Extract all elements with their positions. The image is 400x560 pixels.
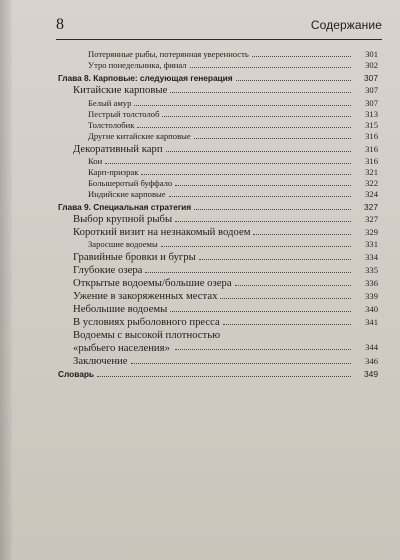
toc-section-entry [73, 316, 378, 328]
toc-section-title: Открытые водоемы/большие озера [73, 277, 232, 289]
toc-entry-title: Утро понедельника, финал [88, 60, 187, 70]
toc-section-title: Декоративный карп [73, 143, 163, 155]
dot-leader [145, 272, 351, 273]
toc-subsection-entry [88, 178, 378, 188]
page-header [56, 15, 382, 40]
toc-chapter-page: 307 [364, 73, 378, 83]
dot-leader [169, 196, 351, 197]
toc-section-page: 327 [365, 214, 378, 224]
toc-section-page: 334 [365, 252, 378, 262]
toc-section-title: Китайские карповые [73, 84, 168, 96]
dot-leader [131, 363, 351, 364]
toc-section-leader-row [174, 342, 378, 352]
toc-section-title: Водоемы с высокой плотностью [73, 329, 221, 341]
toc-section-entry [73, 290, 378, 302]
toc-subsection-page: 324 [365, 189, 378, 199]
toc-entry-page: 301 [365, 49, 378, 59]
toc-subsection-entry [88, 131, 378, 141]
toc-chapter-title: Словарь [58, 369, 94, 379]
toc-section-entry [73, 277, 378, 289]
toc-subsection-title: Толстолобик [88, 120, 135, 130]
dot-leader [199, 259, 351, 260]
dot-leader [134, 105, 351, 106]
toc-section-page: 335 [365, 265, 378, 275]
dot-leader [194, 209, 351, 210]
dot-leader [141, 174, 351, 175]
toc-subsection-page: 307 [365, 98, 378, 108]
dot-leader [170, 92, 351, 93]
toc-subsection-page: 322 [365, 178, 378, 188]
dot-leader [105, 163, 351, 164]
toc-subsection-entry [88, 109, 378, 119]
toc-section-entry [73, 143, 378, 155]
toc-entry-page: 302 [365, 60, 378, 70]
toc-subsection-title: Большеротый буффало [88, 178, 173, 188]
toc-section-title: Короткий визит на незнакомый водоем [73, 226, 251, 238]
toc-section-title: Небольшие водоемы [73, 303, 168, 315]
toc-section-title: Заключение [73, 355, 128, 367]
toc-entry [88, 49, 378, 59]
dot-leader [236, 80, 351, 81]
toc-section-entry [73, 251, 378, 263]
toc-section-page: 336 [365, 278, 378, 288]
toc-chapter-page: 327 [364, 202, 378, 212]
dot-leader [170, 311, 351, 312]
toc-chapter-entry [58, 202, 378, 213]
dot-leader [220, 298, 351, 299]
toc-entry [88, 60, 378, 70]
toc-section-entry [73, 329, 378, 341]
toc-section-page: 344 [365, 342, 378, 352]
toc-chapter-title: Глава 8. Карповые: следующая генерация [58, 73, 233, 83]
toc-subsection-entry [88, 156, 378, 166]
page-number: 8 [56, 16, 64, 33]
toc-entry-title: Потерянные рыбы, потерянная уверенность [88, 49, 249, 59]
dot-leader [175, 349, 351, 350]
toc-section-page: 341 [365, 317, 378, 327]
toc-chapter-title: Глава 9. Специальная стратегия [58, 202, 192, 212]
dot-leader [235, 285, 351, 286]
dot-leader [161, 246, 351, 247]
dot-leader [97, 376, 351, 377]
dot-leader [253, 234, 351, 235]
toc-section-entry [73, 355, 378, 367]
dot-leader [175, 185, 351, 186]
dot-leader [190, 67, 351, 68]
toc-subsection-entry [88, 167, 378, 177]
toc-section-page: 339 [365, 291, 378, 301]
toc-section-title: Выбор крупной рыбы [73, 213, 173, 225]
toc-subsection-title: Кои [88, 156, 103, 166]
dot-leader [194, 138, 351, 139]
toc-subsection-page: 316 [365, 131, 378, 141]
toc-subsection-entry [88, 98, 378, 108]
toc-subsection-title: Другие китайские карповые [88, 131, 191, 141]
toc-chapter-entry [58, 369, 378, 380]
toc-subsection-entry [88, 239, 378, 249]
toc-subsection-page: 313 [365, 109, 378, 119]
dot-leader [166, 151, 351, 152]
toc-section-entry [73, 303, 378, 315]
toc-subsection-title: Карп-призрак [88, 167, 139, 177]
toc-subsection-page: 316 [365, 156, 378, 166]
toc-section-page: 329 [365, 227, 378, 237]
toc-section-entry [73, 226, 378, 238]
toc-chapter-page: 349 [364, 369, 378, 379]
toc-section-entry [73, 84, 378, 96]
toc-section-page: 346 [365, 356, 378, 366]
dot-leader [162, 116, 351, 117]
toc-subsection-entry [88, 120, 378, 130]
dot-leader [175, 221, 351, 222]
toc-section-page: 340 [365, 304, 378, 314]
toc-chapter-entry [58, 73, 378, 84]
toc-section-title: Ужение в закоряженных местах [73, 290, 218, 302]
toc-subsection-page: 321 [365, 167, 378, 177]
toc-subsection-entry [88, 189, 378, 199]
toc-subsection-title: Пестрый толстолоб [88, 109, 160, 119]
toc-section-title: В условиях рыболовного пресса [73, 316, 220, 328]
dot-leader [137, 127, 351, 128]
dot-leader [252, 56, 351, 57]
toc-section-page: 307 [365, 85, 378, 95]
toc-section-entry [73, 213, 378, 225]
toc-section-title-continuation: «рыбьего населения» [73, 342, 170, 354]
toc-subsection-page: 331 [365, 239, 378, 249]
toc-subsection-title: Индийские карповые [88, 189, 166, 199]
toc-subsection-page: 315 [365, 120, 378, 130]
toc-subsection-title: Заросшие водоемы [88, 239, 158, 249]
section-name: Содержание [310, 18, 382, 32]
toc-section-entry [73, 264, 378, 276]
toc-subsection-title: Белый амур [88, 98, 132, 108]
toc-section-page: 316 [365, 144, 378, 154]
toc-section-title: Гравийные бровки и бугры [73, 251, 196, 263]
dot-leader [223, 324, 351, 325]
toc-section-title: Глубокие озера [73, 264, 143, 276]
